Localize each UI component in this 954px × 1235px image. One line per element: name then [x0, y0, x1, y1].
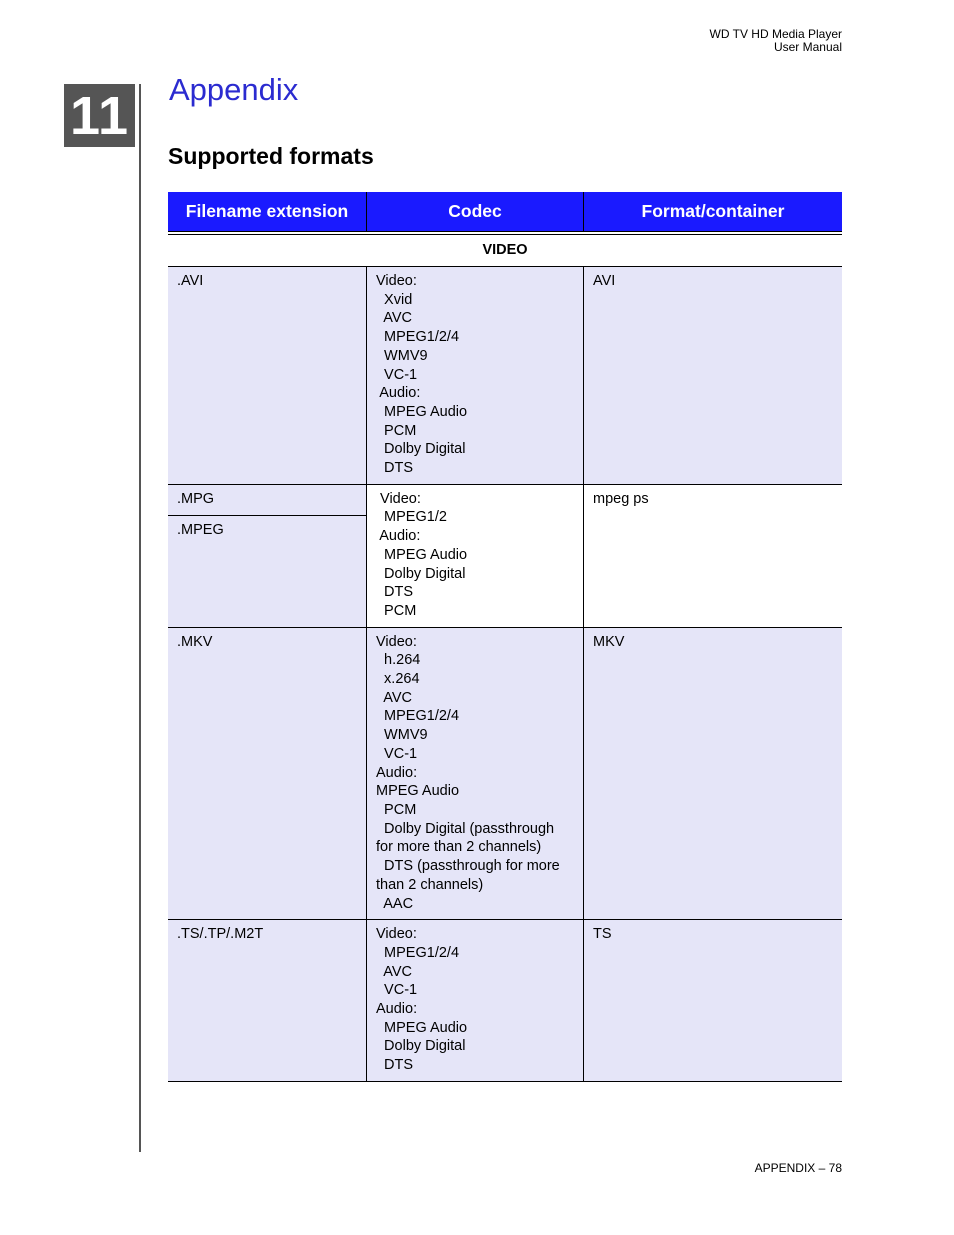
table-row: [168, 920, 842, 1082]
extension-cell: .MKV: [168, 627, 367, 920]
codec-line: PCM: [376, 602, 417, 619]
format-cell: AVI: [584, 267, 843, 485]
codec-line: Dolby Digital: [376, 441, 466, 458]
codec-line: x.264: [376, 671, 420, 688]
codec-line: AVC: [376, 963, 412, 980]
codec-line: Video:: [376, 490, 421, 507]
codec-line: Video:: [376, 926, 417, 943]
extension-cell: .AVI: [168, 267, 367, 485]
codec-line: VC-1: [376, 982, 418, 999]
extension-cell: .MPEG: [168, 515, 367, 627]
codec-line: than 2 channels): [376, 876, 484, 893]
codec-cell: [367, 484, 584, 627]
codec-line: AVC: [376, 689, 412, 706]
codec-line: DTS (passthrough for more: [376, 858, 560, 875]
codec-line: MPEG1/2: [376, 509, 447, 526]
column-header-format: Format/container: [584, 192, 843, 232]
column-header-codec: Codec: [367, 192, 584, 232]
codec-line: Video:: [376, 273, 417, 289]
codec-line: h.264: [376, 652, 421, 669]
chapter-number-box: [64, 84, 135, 147]
codec-cell: [367, 627, 584, 920]
codec-line: DTS: [376, 584, 414, 601]
extension-cell: .TS/.TP/.M2T: [168, 920, 367, 1082]
codec-line: Xvid: [376, 291, 413, 308]
codec-line: DTS: [376, 1057, 414, 1074]
codec-line: MPEG Audio: [376, 783, 460, 800]
codec-line: for more than 2 channels): [376, 839, 542, 856]
running-header: [710, 28, 842, 54]
format-cell: MKV: [584, 627, 843, 920]
chapter-divider-line: [139, 84, 141, 1152]
table-row: [168, 484, 842, 515]
codec-cell: [367, 920, 584, 1082]
chapter-title: Appendix: [169, 72, 299, 107]
format-cell: TS: [584, 920, 843, 1082]
codec-line: MPEG1/2/4: [376, 944, 460, 961]
codec-line: WMV9: [376, 347, 428, 364]
section-title: Supported formats: [168, 143, 374, 169]
codec-line: AAC: [376, 895, 414, 912]
format-cell: mpeg ps: [584, 484, 843, 627]
codec-line: DTS: [376, 460, 414, 477]
codec-line: PCM: [376, 422, 417, 439]
codec-line: MPEG Audio: [376, 1019, 468, 1036]
codec-line: Dolby Digital: [376, 1038, 466, 1055]
chapter-number: 11: [69, 85, 130, 146]
codec-line: Audio:: [376, 528, 421, 545]
codec-line: MPEG Audio: [376, 546, 468, 563]
codec-cell: [367, 267, 584, 485]
codec-line: VC-1: [376, 745, 418, 762]
table-row: [168, 627, 842, 920]
codec-line: MPEG1/2/4: [376, 329, 460, 346]
page-footer: APPENDIX – 78: [754, 1161, 842, 1175]
codec-line: WMV9: [376, 727, 428, 744]
supported-formats-table: [168, 192, 842, 1082]
section-label: VIDEO: [168, 235, 842, 267]
header-product: WD TV HD Media Player: [709, 27, 842, 41]
extension-cell: .MPG: [168, 484, 367, 515]
codec-line: MPEG Audio: [376, 403, 468, 420]
table-header-row: [168, 192, 842, 232]
section-row: [168, 235, 842, 267]
codec-line: Dolby Digital (passthrough: [376, 820, 555, 837]
codec-line: MPEG1/2/4: [376, 708, 460, 725]
codec-line: Audio:: [376, 764, 418, 781]
column-header-extension: Filename extension: [168, 192, 367, 232]
table-row: [168, 267, 842, 485]
codec-line: VC-1: [376, 366, 418, 383]
codec-line: AVC: [376, 310, 412, 327]
codec-line: PCM: [376, 801, 417, 818]
codec-line: Audio:: [376, 385, 421, 402]
codec-line: Dolby Digital: [376, 565, 466, 582]
header-doc: User Manual: [773, 40, 842, 54]
codec-line: Video:: [376, 633, 417, 650]
codec-line: Audio:: [376, 1001, 418, 1018]
